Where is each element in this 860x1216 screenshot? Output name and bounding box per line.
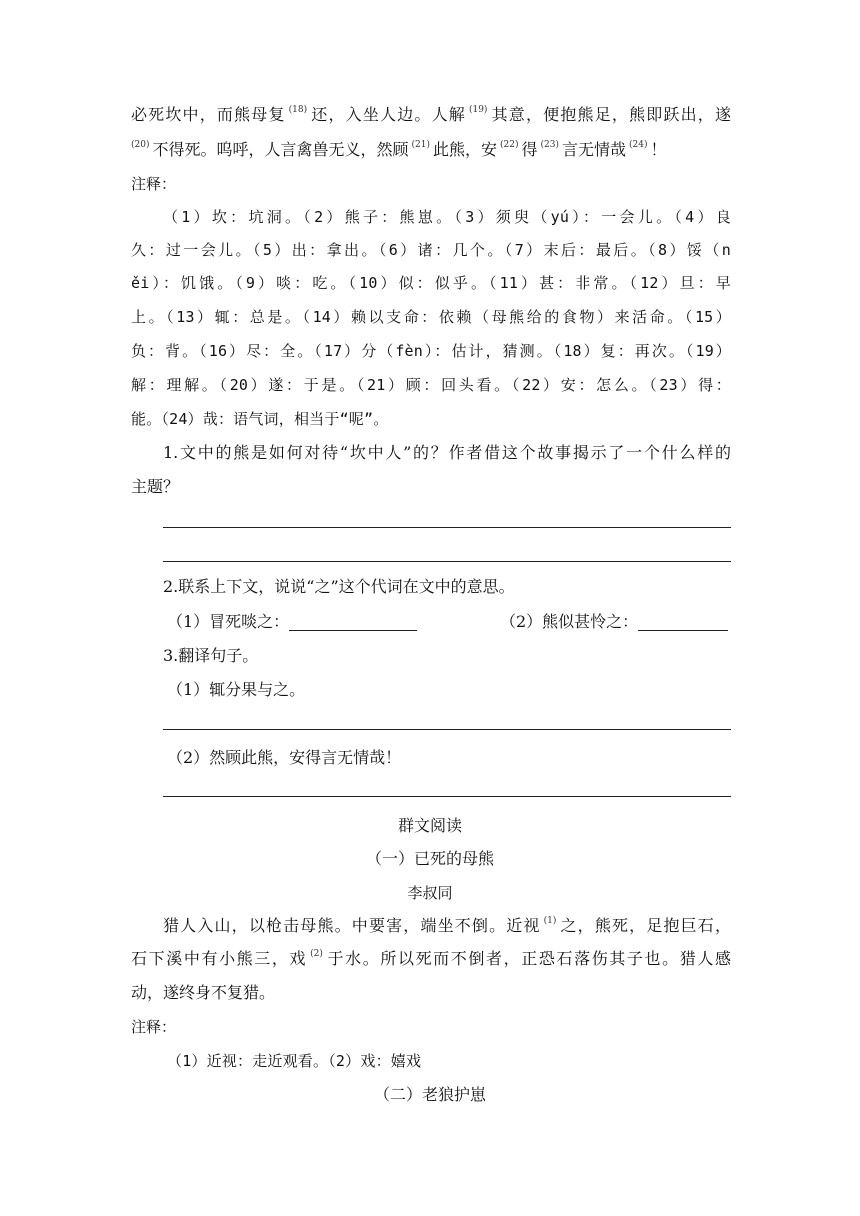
question-2-part-2: （2）熊似甚怜之：: [500, 605, 731, 639]
note-line: （1）近视：走近观看。（2）戏：嬉戏: [167, 1052, 422, 1070]
notes-heading: 注释：: [131, 1018, 177, 1036]
passage-title: （二）老狼护崽: [373, 1085, 486, 1104]
question-3: 3.翻译句子。: [163, 646, 259, 665]
question-3-part-1: （1）辄分果与之。: [167, 680, 306, 699]
answer-line[interactable]: [163, 561, 731, 562]
footnote-marker: (23): [540, 140, 559, 150]
footnote-marker: (24): [629, 140, 648, 150]
section-title: 群文阅读: [397, 816, 462, 835]
story-line: $^{(20)}$ 不得死。呜呼，人言禽兽无义，然顾 $^{(21)}$ 此熊，安 $^{(22)}$ 得 $^{(23)}$ 言无情哉 $^{(24)}$ ！: [131, 140, 667, 159]
answer-line[interactable]: [163, 796, 731, 797]
story-line: 必死坎中，而熊母复 $^{(18)}$ 还，入坐人边。人解 $^{(19)}$ 其意，便抱熊足，熊即跃出，遂: [131, 105, 731, 124]
note-line: （1）坎：坑洞。（2）熊子：熊崽。（3）须臾（yú）：一会儿。（4）良: [163, 208, 731, 226]
question-1: 1.文中的熊是如何对待“坎中人”的？作者借这个故事揭示了一个什么样的: [163, 443, 731, 462]
notes-heading: 注释：: [131, 175, 177, 193]
footnote-marker: (21): [411, 140, 430, 150]
note-line: 久：过一会儿。（5）出：拿出。（6）诸：几个。（7）末后：最后。（8）馁（n: [131, 241, 731, 259]
footnote-marker: (20): [131, 140, 150, 150]
passage-line: 石下溪中有小熊三，戏 $^{(2)}$ 于水。所以死而不倒者，正恐石落伤其子也。猎人感: [131, 949, 731, 968]
question-1-continued: 主题？: [131, 477, 180, 496]
answer-line[interactable]: [163, 729, 731, 730]
passage-author: 李叔同: [407, 884, 453, 902]
footnote-marker: (1): [543, 916, 557, 926]
question-3-part-2: （2）然顾此熊，安得言无情哉！: [167, 748, 402, 767]
answer-blank[interactable]: [638, 612, 728, 631]
note-line: 解：理解。（20）遂：于是。（21）顾：回头看。（22）安：怎么。（23）得：: [131, 376, 731, 394]
question-2: 2.联系上下文，说说“之”这个代词在文中的意思。: [163, 577, 515, 596]
passage-line: 动，遂终身不复猎。: [131, 983, 276, 1002]
note-line: 负：背。（16）尽：全。（17）分（fèn）：估计，猜测。（18）复：再次。（19）: [131, 342, 731, 360]
answer-line[interactable]: [163, 527, 731, 528]
passage-title: （一）已死的母熊: [365, 849, 494, 868]
note-line: 能。（24）哉：语气词，相当于“呢”。: [131, 410, 389, 428]
answer-blank[interactable]: [289, 612, 417, 631]
note-line: 上。（13）辄：总是。（14）赖以支命：依赖（母熊给的食物）来活命。（15）: [131, 308, 731, 326]
footnote-marker: (19): [468, 105, 488, 115]
footnote-marker: (18): [288, 105, 308, 115]
question-2-part-1: （1）冒死啖之：: [167, 605, 437, 639]
footnote-marker: (22): [500, 140, 519, 150]
footnote-marker: (2): [310, 949, 323, 959]
note-line: ěi）：饥饿。（9）啖：吃。（10）似：似乎。（11）甚：非常。（12）旦：早: [131, 274, 731, 292]
passage-line: 猎人入山，以枪击母熊。中要害，端坐不倒。近视 $^{(1)}$ 之，熊死，足抱巨石，: [163, 916, 731, 935]
